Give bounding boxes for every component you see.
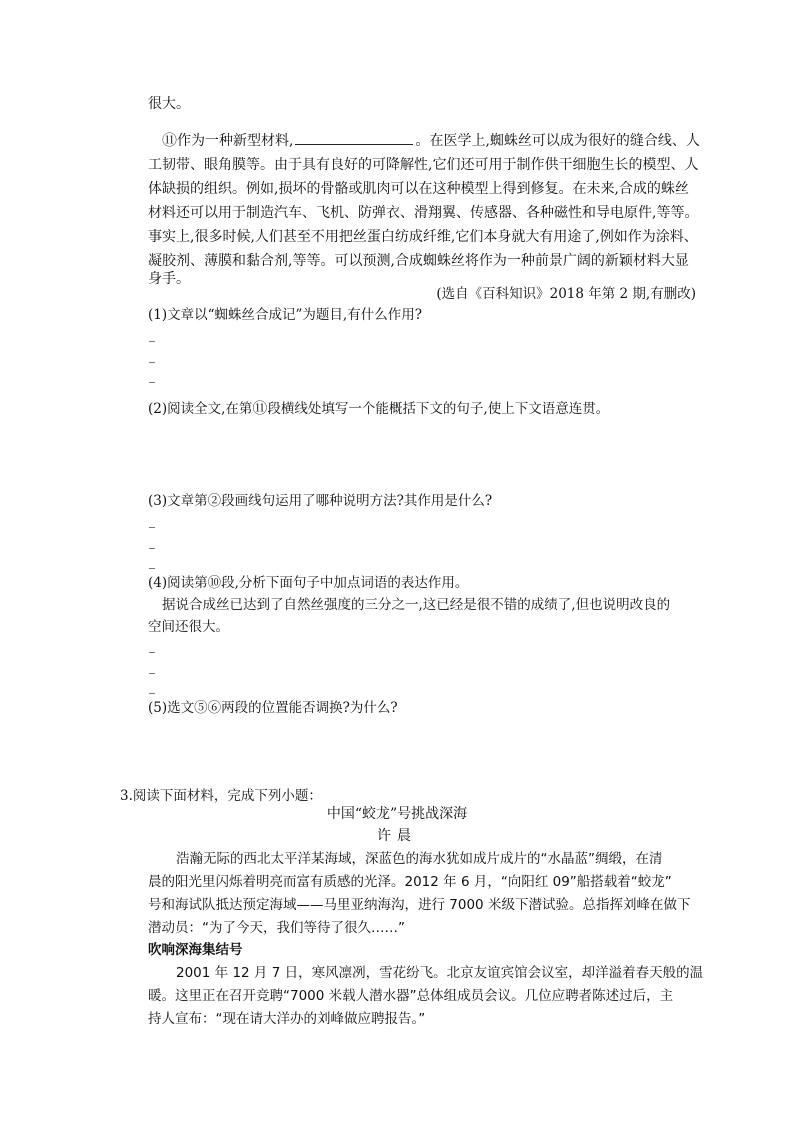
paragraph-number: ⑪ (252, 399, 268, 417)
section-heading: 吹响深海集结号 (148, 942, 243, 958)
text-line: 很大。 (148, 96, 190, 112)
paragraph-number: ⑪ (162, 131, 178, 149)
answer-line[interactable] (149, 673, 155, 674)
source-citation: (选自《百科知识》2018 年第 2 期,有删改) (436, 286, 696, 302)
text-line: 号和海试队抵达预定海域——马里亚纳海沟，进行 7000 米级下潜试验。总指挥刘峰在做下 (148, 897, 691, 913)
article-author: 许晨 (377, 828, 417, 844)
answer-line[interactable] (149, 652, 155, 653)
text-line: 体缺损的组织。例如,损坏的骨骼或肌肉可以在这种模型上得到修复。在未来,合成的蛛丝 (148, 181, 689, 197)
quoted-sentence: 据说合成丝已达到了自然丝强度的三分之一,这已经是很不错的成绩了,但也说明改良的 (162, 597, 671, 613)
section-3-heading: 3.阅读下面材料，完成下列小题： (120, 788, 322, 804)
question-1: (1)文章以“蜘蛛丝合成记”为题目,有什么作用? (148, 307, 422, 323)
answer-line[interactable] (149, 341, 155, 342)
text-line: 持人宣布：“现在请大洋办的刘峰做应聘报告。” (148, 1011, 426, 1027)
question-2 (148, 398, 609, 419)
article-title: 中国“蛟龙”号挑战深海 (326, 806, 468, 822)
quoted-sentence: 空间还很大。 (148, 619, 229, 635)
text-line: 材料还可以用于制造汽车、飞机、防弹衣、滑翔翼、传感器、各种磁性和导电原件,等等。 (148, 205, 699, 221)
text-line: 晨的阳光里闪烁着明亮而富有质感的光泽。2012 年 6 月，“向阳红 09”船搭载着“蛟龙” (148, 874, 672, 890)
text-segment: 。在医学上,蜘蛛丝可以成为很好的缝合线、人 (415, 133, 700, 149)
fill-in-blank[interactable] (295, 130, 413, 145)
paragraph-11-line (148, 130, 700, 151)
text-line: 潜动员：“为了今天，我们等待了很久……” (148, 920, 405, 936)
text-line: 身手。 (148, 271, 190, 287)
text-segment: 段横线处填写一个能概括下文的句子,使上下文语意连贯。 (267, 401, 610, 417)
answer-line[interactable] (149, 527, 155, 528)
text-line: 2001 年 12 月 7 日，寒风凛冽，雪花纷飞。北京友谊宾馆会议室，却洋溢着春天般的温 (176, 965, 704, 981)
question-4: (4)阅读第⑩段,分析下面句子中加点词语的表达作用。 (148, 575, 469, 591)
answer-line[interactable] (149, 568, 155, 569)
text-line: 事实上,很多时候,人们甚至不用把丝蛋白纺成纤维,它们本身就大有用途了,例如作为涂料、 (148, 229, 698, 245)
answer-line[interactable] (149, 362, 155, 363)
text-line: 凝胶剂、薄膜和黏合剂,等等。可以预测,合成蜘蛛丝将作为一种前景广阔的新颖材料大显 (148, 253, 689, 269)
text-segment: 作为一种新型材料, (177, 133, 294, 149)
answer-line[interactable] (149, 382, 155, 383)
text-line: 工韧带、眼角膜等。由于具有良好的可降解性,它们还可用于制作供干细胞生长的模型、人 (148, 157, 699, 173)
question-5: (5)选文⑤⑥两段的位置能否调换?为什么? (148, 700, 398, 716)
answer-line[interactable] (149, 548, 155, 549)
answer-line[interactable] (149, 693, 155, 694)
text-segment: (2)阅读全文,在第 (148, 401, 253, 417)
question-3: (3)文章第②段画线句运用了哪种说明方法?其作用是什么? (148, 493, 493, 509)
text-line: 暖。这里正在召开竞聘“7000 米载人潜水器”总体组成员会议。几位应聘者陈述过后，主 (148, 988, 674, 1004)
text-line: 浩瀚无际的西北太平洋某海域，深蓝色的海水犹如成片成片的“水晶蓝”绸缎，在清 (176, 851, 663, 867)
